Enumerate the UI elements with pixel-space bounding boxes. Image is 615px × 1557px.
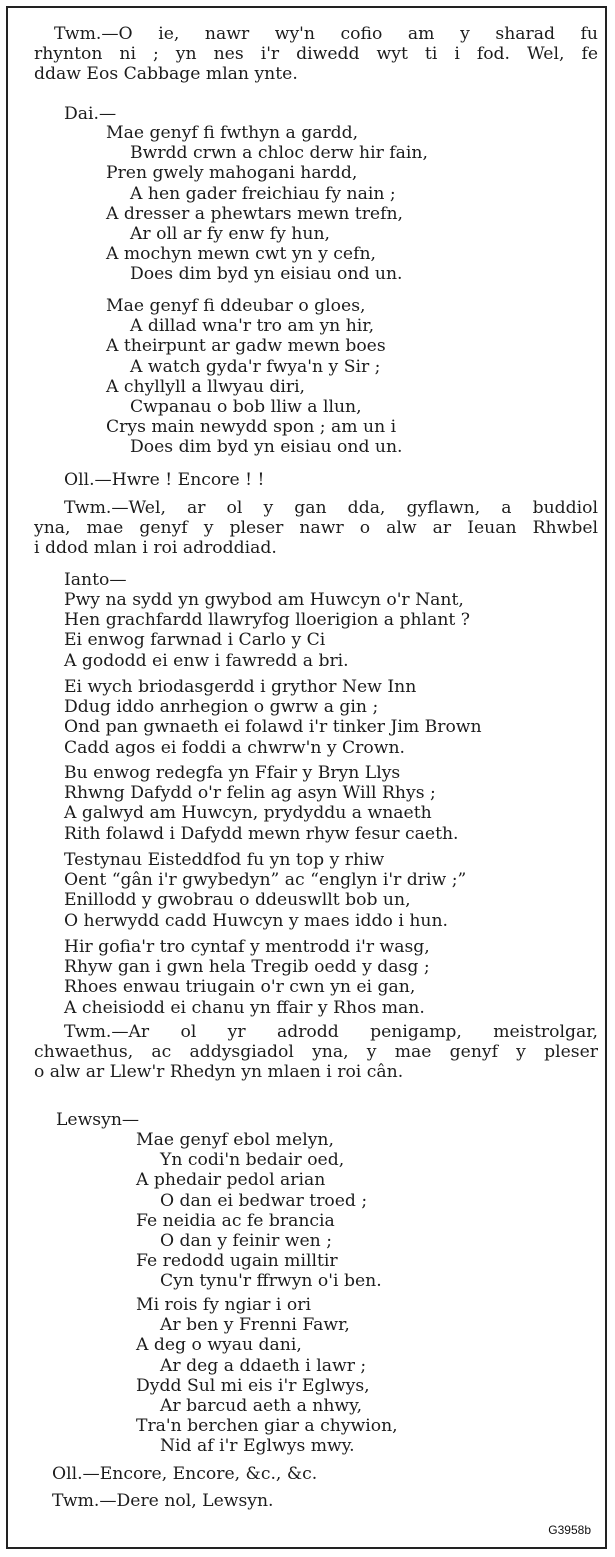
verse-line: A phedair pedol arian [136,1170,326,1191]
text-line: Twm.—O ie, nawr wy'n cofio am y sharad fu [54,24,598,44]
ianto-poem-stanza-5 [64,937,430,1018]
verse-line: Cwpanau o bob lliw a llun, [130,396,362,417]
verse-line: Ar barcud aeth a nhwy, [160,1395,363,1416]
verse-line: A watch gyda'r fwya'n y Sir ; [130,356,381,377]
verse-line: A dresser a phewtars mewn trefn, [106,203,403,224]
text-line: yna, mae genyf y pleser nawr o alw ar Ieuan Rhwbel [34,518,598,539]
verse-line: A chyllyll a llwyau diri, [106,376,306,397]
verse-line: Ar oll ar fy enw fy hun, [130,223,330,244]
verse-line: Pren gwely mahogani hardd, [106,163,358,184]
reference-code: G3958b [548,1523,591,1537]
verse-line: A galwyd am Huwcyn, prydyddu a wnaeth [64,803,432,824]
verse-line: Hen grachfardd llawryfog lloerigion a phlant ? [64,610,470,631]
dai-song-verse-2 [106,296,403,458]
verse-line: A deg o wyau dani, [136,1335,302,1356]
text-line: chwaethus, ac addysgiadol yna, y mae genyf y pleser [34,1042,598,1063]
twm-speech-3 [34,1022,598,1083]
verse-line: A gododd ei enw i fawredd a bri. [64,650,349,671]
verse-line: Ond pan gwnaeth ei folawd i'r tinker Jim Brown [64,717,482,738]
verse-line: O dan ei bedwar troed ; [160,1190,368,1211]
verse-line: Mae genyf fi ddeubar o gloes, [106,296,366,316]
twm-final-line: Twm.—Dere nol, Lewsyn. [52,1491,274,1511]
text-line: i ddod mlan i roi adroddiad. [34,538,277,559]
verse-line: Rith folawd i Dafydd mewn rhyw fesur caeth. [64,823,459,844]
verse-line: Mi rois fy ngiar i ori [136,1295,311,1315]
verse-line: Rhoes enwau triugain o'r cwn yn ei gan, [64,977,416,998]
verse-line: Mae genyf ebol melyn, [136,1130,334,1150]
ianto-speaker-label: Ianto— [64,570,127,590]
verse-line: Crys main newydd spon ; am un i [106,417,397,438]
oll-line-1: Oll.—Hwre ! Encore ! ! [64,470,265,490]
verse-line: Testynau Eisteddfod fu yn top y rhiw [64,850,385,870]
verse-line: Ar deg a ddaeth i lawr ; [160,1355,367,1376]
lewsyn-song-verse-2 [136,1295,398,1457]
verse-line: Ei enwog farwnad i Carlo y Ci [64,630,326,651]
verse-line: Mae genyf fi fwthyn a gardd, [106,123,359,143]
text-line: o alw ar Llew'r Rhedyn yn mlaen i roi cân. [34,1062,404,1083]
verse-line: Dydd Sul mi eis i'r Eglwys, [136,1375,370,1396]
lewsyn-speaker-label: Lewsyn— [56,1110,140,1130]
verse-line: Cadd agos ei foddi a chwrw'n y Crown. [64,737,405,758]
oll-line-2: Oll.—Encore, Encore, &c., &c. [52,1464,318,1484]
text-line: rhynton ni ; yn nes i'r diwedd wyt ti i fod. Wel, fe [34,44,598,65]
verse-line: Ar ben y Frenni Fawr, [160,1315,350,1336]
ianto-poem-stanza-4 [64,850,466,931]
verse-line: Fe redodd ugain milltir [136,1251,338,1272]
verse-line: Pwy na sydd yn gwybod am Huwcyn o'r Nant, [64,590,464,610]
text-line: Twm.—Ar ol yr adrodd penigamp, meistrolgar, [64,1022,598,1042]
verse-line: Bu enwog redegfa yn Ffair y Bryn Llys [64,763,401,783]
lewsyn-song [136,1130,382,1292]
dai-song [106,123,428,285]
verse-line: Hir gofia'r tro cyntaf y mentrodd i'r wasg, [64,937,430,957]
document-page [6,6,607,1549]
twm-speech-2 [34,498,598,559]
verse-line: A mochyn mewn cwt yn y cefn, [106,244,376,265]
dai-speaker-label: Dai.— [64,104,117,124]
ianto-poem-stanza-2 [64,677,482,758]
verse-line: Bwrdd crwn a chloc derw hir fain, [130,143,428,164]
verse-line: O dan y feinir wen ; [160,1230,332,1251]
ianto-poem-stanza-1 [64,590,470,671]
verse-line: Oent “gân i'r gwybedyn” ac “englyn i'r driw ;” [64,870,467,891]
verse-line: O herwydd cadd Huwcyn y maes iddo i hun. [64,910,448,931]
verse-line: A cheisiodd ei chanu yn ffair y Rhos man. [64,997,425,1018]
verse-line: Rhyw gan i gwn hela Tregib oedd y dasg ; [64,957,430,978]
verse-line: Ei wych briodasgerdd i grythor New Inn [64,677,417,697]
verse-line: Does dim byd yn eisiau ond un. [130,264,403,285]
text-line: ddaw Eos Cabbage mlan ynte. [34,64,298,85]
verse-line: Cyn tynu'r ffrwyn o'i ben. [160,1271,382,1292]
verse-line: Rhwng Dafydd o'r felin ag asyn Will Rhys ; [64,783,436,804]
verse-line: Does dim byd yn eisiau ond un. [130,437,403,458]
verse-line: A theirpunt ar gadw mewn boes [106,336,386,357]
verse-line: A hen gader freichiau fy nain ; [130,183,396,204]
twm-speech-1 [34,24,598,85]
verse-line: Nid af i'r Eglwys mwy. [160,1436,355,1457]
verse-line: Yn codi'n bedair oed, [160,1150,345,1171]
ianto-poem-stanza-3 [64,763,459,844]
verse-line: Enillodd y gwobrau o ddeuswllt bob un, [64,890,411,911]
text-line: Twm.—Wel, ar ol y gan dda, gyflawn, a buddiol [64,498,598,518]
verse-line: Fe neidia ac fe brancia [136,1210,335,1231]
verse-line: Tra'n berchen giar a chywion, [136,1416,398,1437]
verse-line: A dillad wna'r tro am yn hir, [130,316,375,337]
verse-line: Ddug iddo anrhegion o gwrw a gin ; [64,697,379,718]
